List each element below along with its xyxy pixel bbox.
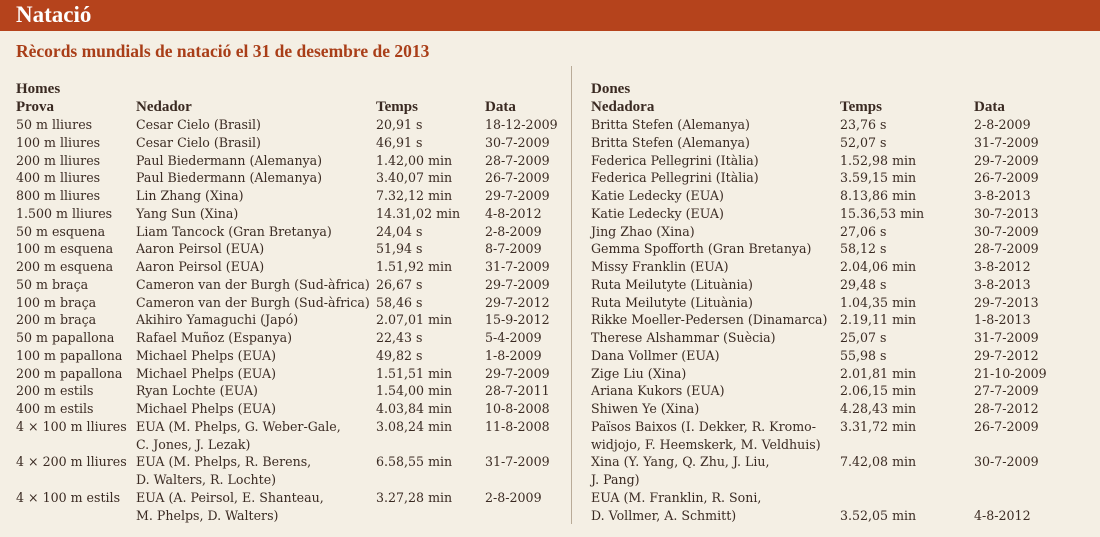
time-cell: 7.42,08 min — [840, 454, 917, 470]
event-cell: 100 m braça — [16, 294, 97, 310]
swimmer-cell: D. Walters, R. Lochte) — [136, 472, 277, 487]
section-title: Natació — [16, 2, 92, 27]
time-cell: 8.13,86 min — [840, 188, 917, 203]
table-row — [591, 365, 1091, 383]
swimmer-cell: Liam Tancock (Gran Bretanya) — [136, 223, 332, 239]
date-cell: 2-8-2009 — [485, 223, 542, 239]
table-row — [591, 205, 1091, 223]
time-cell: 1.54,00 min — [376, 383, 453, 399]
women-header-date: Data — [974, 98, 1005, 115]
table-row — [591, 240, 1091, 258]
time-cell: 2.19,11 min — [840, 312, 917, 328]
table-row — [591, 258, 1091, 276]
table-row — [16, 329, 566, 347]
table-row — [591, 116, 1091, 134]
time-cell: 51,94 s — [376, 241, 423, 257]
time-cell: 25,07 s — [840, 330, 887, 345]
date-cell: 29-7-2012 — [485, 294, 550, 310]
swimmer-cell: EUA (A. Peirsol, E. Shanteau, — [136, 489, 324, 505]
time-cell: 2.06,15 min — [840, 383, 917, 399]
men-header-swimmer: Nedador — [136, 98, 192, 115]
table-row — [16, 311, 566, 329]
date-cell: 30-7-2009 — [974, 454, 1039, 470]
swimmer-cell: Rikke Moeller-Pedersen (Dinamarca) — [591, 312, 828, 328]
event-cell: 50 m braça — [16, 276, 89, 292]
date-cell: 30-7-2013 — [974, 205, 1039, 221]
table-row — [16, 152, 566, 170]
event-cell: 100 m lliures — [16, 134, 101, 150]
date-cell: 8-7-2009 — [485, 241, 542, 257]
table-row — [591, 489, 1091, 525]
time-cell: 1.04,35 min — [840, 294, 917, 310]
date-cell: 3-8-2012 — [974, 259, 1031, 274]
swimmer-cell: EUA (M. Phelps, R. Berens, — [136, 454, 312, 470]
time-cell: 1.51,51 min — [376, 365, 453, 381]
table-row — [16, 134, 566, 152]
swimmer-cell: Lin Zhang (Xina) — [136, 188, 244, 203]
date-cell: 10-8-2008 — [485, 401, 550, 416]
table-row — [16, 294, 566, 312]
date-cell: 31-7-2009 — [485, 259, 550, 274]
table-row — [16, 169, 566, 187]
column-divider — [571, 66, 572, 524]
table-row — [16, 205, 566, 223]
event-cell: 1.500 m lliures — [16, 205, 113, 221]
event-cell: 200 m braça — [16, 312, 97, 328]
event-cell: 4 × 200 m lliures — [16, 454, 127, 470]
men-records-table — [16, 116, 566, 524]
event-cell: 400 m lliures — [16, 170, 101, 186]
date-cell: 26-7-2009 — [974, 418, 1039, 434]
date-cell: 26-7-2009 — [974, 170, 1039, 186]
swimmer-cell: Dana Vollmer (EUA) — [591, 347, 720, 363]
swimmer-cell: Michael Phelps (EUA) — [136, 401, 277, 416]
women-header-row — [591, 99, 1091, 117]
time-cell: 22,43 s — [376, 330, 423, 345]
date-cell: 29-7-2009 — [485, 365, 550, 381]
date-cell: 15-9-2012 — [485, 312, 550, 328]
time-cell: 3.27,28 min — [376, 489, 453, 505]
swimmer-cell: Shiwen Ye (Xina) — [591, 401, 700, 416]
date-cell: 28-7-2009 — [974, 241, 1039, 257]
table-row — [16, 400, 566, 418]
swimmer-cell: Therese Alshammar (Suècia) — [591, 330, 776, 345]
date-cell: 5-4-2009 — [485, 330, 542, 345]
time-cell: 55,98 s — [840, 347, 887, 363]
swimmer-cell: C. Jones, J. Lezak) — [136, 436, 251, 452]
date-cell: 4-8-2012 — [485, 205, 542, 221]
table-row — [16, 365, 566, 383]
date-cell: 18-12-2009 — [485, 117, 558, 132]
event-cell: 200 m esquena — [16, 259, 114, 274]
swimmer-cell: Zige Liu (Xina) — [591, 365, 687, 381]
date-cell: 3-8-2013 — [974, 188, 1031, 203]
swimmer-cell: Britta Stefen (Alemanya) — [591, 117, 750, 132]
time-cell: 24,04 s — [376, 223, 423, 239]
time-cell: 3.59,15 min — [840, 170, 917, 186]
table-row — [591, 418, 1091, 454]
event-cell: 100 m esquena — [16, 241, 114, 257]
time-cell: 3.08,24 min — [376, 418, 453, 434]
table-row — [591, 294, 1091, 312]
time-cell: 7.32,12 min — [376, 188, 453, 203]
date-cell: 2-8-2009 — [485, 489, 542, 505]
table-row — [16, 489, 566, 525]
swimmer-cell: Rafael Muñoz (Espanya) — [136, 330, 293, 345]
date-cell: 3-8-2013 — [974, 276, 1031, 292]
event-cell: 4 × 100 m lliures — [16, 418, 127, 434]
swimmer-cell: Aaron Peirsol (EUA) — [136, 259, 265, 274]
time-cell: 4.03,84 min — [376, 401, 453, 416]
swimmer-cell: Ryan Lochte (EUA) — [136, 383, 258, 399]
time-cell: 3.40,07 min — [376, 170, 453, 186]
swimmer-cell: Michael Phelps (EUA) — [136, 365, 277, 381]
table-row — [16, 347, 566, 365]
swimmer-cell: M. Phelps, D. Walters) — [136, 507, 279, 523]
event-cell: 4 × 100 m estils — [16, 489, 121, 505]
date-cell: 30-7-2009 — [485, 134, 550, 150]
date-cell: 29-7-2009 — [974, 152, 1039, 168]
swimmer-cell: Yang Sun (Xina) — [136, 205, 239, 221]
date-cell: 31-7-2009 — [974, 134, 1039, 150]
swimmer-cell: EUA (M. Phelps, G. Weber-Gale, — [136, 418, 341, 434]
swimmer-cell: Cameron van der Burgh (Sud-àfrica) — [136, 294, 370, 310]
time-cell: 23,76 s — [840, 117, 887, 132]
swimmer-cell: Països Baixos (I. Dekker, R. Kromo- — [591, 418, 816, 434]
time-cell: 3.31,72 min — [840, 418, 917, 434]
time-cell: 1.51,92 min — [376, 259, 453, 274]
swimmer-cell: Akihiro Yamaguchi (Japó) — [136, 312, 299, 328]
date-cell: 27-7-2009 — [974, 383, 1039, 399]
swimmer-cell: Ruta Meilutyte (Lituània) — [591, 276, 753, 292]
date-cell: 29-7-2013 — [974, 294, 1039, 310]
time-cell: 29,48 s — [840, 276, 887, 292]
table-row — [16, 276, 566, 294]
date-cell: 11-8-2008 — [485, 418, 550, 434]
time-cell: 58,12 s — [840, 241, 887, 257]
table-row — [591, 169, 1091, 187]
swimmer-cell: Aaron Peirsol (EUA) — [136, 241, 265, 257]
table-row — [16, 453, 566, 489]
swimmer-cell: Michael Phelps (EUA) — [136, 347, 277, 363]
swimmer-cell: Katie Ledecky (EUA) — [591, 205, 724, 221]
event-cell: 50 m lliures — [16, 117, 93, 132]
swimmer-cell: Katie Ledecky (EUA) — [591, 188, 724, 203]
men-header-row — [16, 99, 566, 117]
swimmer-cell: Cesar Cielo (Brasil) — [136, 117, 261, 132]
table-row — [16, 223, 566, 241]
time-cell: 15.36,53 min — [840, 205, 925, 221]
table-row — [16, 382, 566, 400]
swimmer-cell: Jing Zhao (Xina) — [591, 223, 695, 239]
date-cell: 21-10-2009 — [974, 365, 1047, 381]
swimmer-cell: Ruta Meilutyte (Lituània) — [591, 294, 753, 310]
men-records-panel — [16, 81, 566, 524]
time-cell: 14.31,02 min — [376, 205, 461, 221]
time-cell: 20,91 s — [376, 117, 423, 132]
table-row — [591, 276, 1091, 294]
time-cell: 6.58,55 min — [376, 454, 453, 470]
time-cell: 3.52,05 min — [840, 507, 917, 523]
table-row — [591, 223, 1091, 241]
date-cell: 28-7-2009 — [485, 152, 550, 168]
section-banner — [0, 0, 1100, 31]
swimmer-cell: D. Vollmer, A. Schmitt) — [591, 507, 737, 523]
event-cell: 400 m estils — [16, 401, 94, 416]
men-header-time: Temps — [376, 98, 418, 115]
table-row — [591, 187, 1091, 205]
women-header-swimmer: Nedadora — [591, 98, 655, 115]
time-cell: 2.07,01 min — [376, 312, 453, 328]
table-row — [591, 329, 1091, 347]
swimmer-cell: Gemma Spofforth (Gran Bretanya) — [591, 241, 812, 257]
time-cell: 49,82 s — [376, 347, 423, 363]
swimmer-cell: Paul Biedermann (Alemanya) — [136, 170, 323, 186]
women-group-label: Dones — [591, 81, 631, 97]
date-cell: 29-7-2012 — [974, 347, 1039, 363]
date-cell: 29-7-2009 — [485, 188, 550, 203]
date-cell: 31-7-2009 — [485, 454, 550, 470]
men-header-event: Prova — [16, 98, 55, 115]
men-header-date: Data — [485, 98, 516, 115]
time-cell: 52,07 s — [840, 134, 887, 150]
table-row — [591, 382, 1091, 400]
date-cell: 28-7-2011 — [485, 383, 550, 399]
date-cell: 2-8-2009 — [974, 117, 1031, 132]
swimmer-cell: Ariana Kukors (EUA) — [591, 383, 725, 399]
swimmer-cell: Federica Pellegrini (Itàlia) — [591, 170, 759, 186]
swimmer-cell: J. Pang) — [591, 472, 640, 487]
date-cell: 30-7-2009 — [974, 223, 1039, 239]
date-cell: 26-7-2009 — [485, 170, 550, 186]
swimmer-cell: Cesar Cielo (Brasil) — [136, 134, 261, 150]
event-cell: 100 m papallona — [16, 347, 123, 363]
swimmer-cell: Federica Pellegrini (Itàlia) — [591, 152, 759, 168]
date-cell: 1-8-2013 — [974, 312, 1031, 328]
table-row — [591, 453, 1091, 489]
time-cell: 2.04,06 min — [840, 259, 917, 274]
time-cell: 1.42,00 min — [376, 152, 453, 168]
event-cell: 200 m estils — [16, 383, 94, 399]
table-row — [591, 311, 1091, 329]
event-cell: 50 m esquena — [16, 223, 106, 239]
women-records-table — [591, 116, 1091, 524]
women-records-panel — [591, 81, 1091, 524]
women-header-time: Temps — [840, 98, 882, 115]
date-cell: 28-7-2012 — [974, 401, 1039, 416]
date-cell: 31-7-2009 — [974, 330, 1039, 345]
time-cell: 27,06 s — [840, 223, 887, 239]
time-cell: 26,67 s — [376, 276, 423, 292]
table-row — [16, 418, 566, 454]
table-row — [591, 152, 1091, 170]
time-cell: 58,46 s — [376, 294, 423, 310]
swimmer-cell: widjojo, F. Heemskerk, M. Veldhuis) — [591, 436, 821, 452]
event-cell: 800 m lliures — [16, 188, 101, 203]
time-cell: 4.28,43 min — [840, 401, 917, 416]
event-cell: 200 m papallona — [16, 365, 123, 381]
swimmer-cell: Missy Franklin (EUA) — [591, 259, 729, 274]
time-cell: 2.01,81 min — [840, 365, 917, 381]
table-row — [16, 116, 566, 134]
swimmer-cell: Cameron van der Burgh (Sud-àfrica) — [136, 276, 370, 292]
event-cell: 50 m papallona — [16, 330, 115, 345]
table-title: Rècords mundials de natació el 31 de desembre de 2013 — [16, 41, 430, 61]
table-row — [16, 240, 566, 258]
swimmer-cell: Paul Biedermann (Alemanya) — [136, 152, 323, 168]
swimmer-cell: Xina (Y. Yang, Q. Zhu, J. Liu, — [591, 454, 770, 470]
time-cell: 46,91 s — [376, 134, 423, 150]
table-row — [591, 347, 1091, 365]
time-cell: 1.52,98 min — [840, 152, 917, 168]
event-cell: 200 m lliures — [16, 152, 101, 168]
swimmer-cell: Britta Stefen (Alemanya) — [591, 134, 750, 150]
date-cell: 1-8-2009 — [485, 347, 542, 363]
table-row — [16, 187, 566, 205]
swimmer-cell: EUA (M. Franklin, R. Soni, — [591, 489, 762, 505]
table-row — [591, 134, 1091, 152]
men-group-label: Homes — [16, 81, 61, 97]
table-row — [591, 400, 1091, 418]
date-cell: 29-7-2009 — [485, 276, 550, 292]
date-cell: 4-8-2012 — [974, 507, 1031, 523]
table-row — [16, 258, 566, 276]
